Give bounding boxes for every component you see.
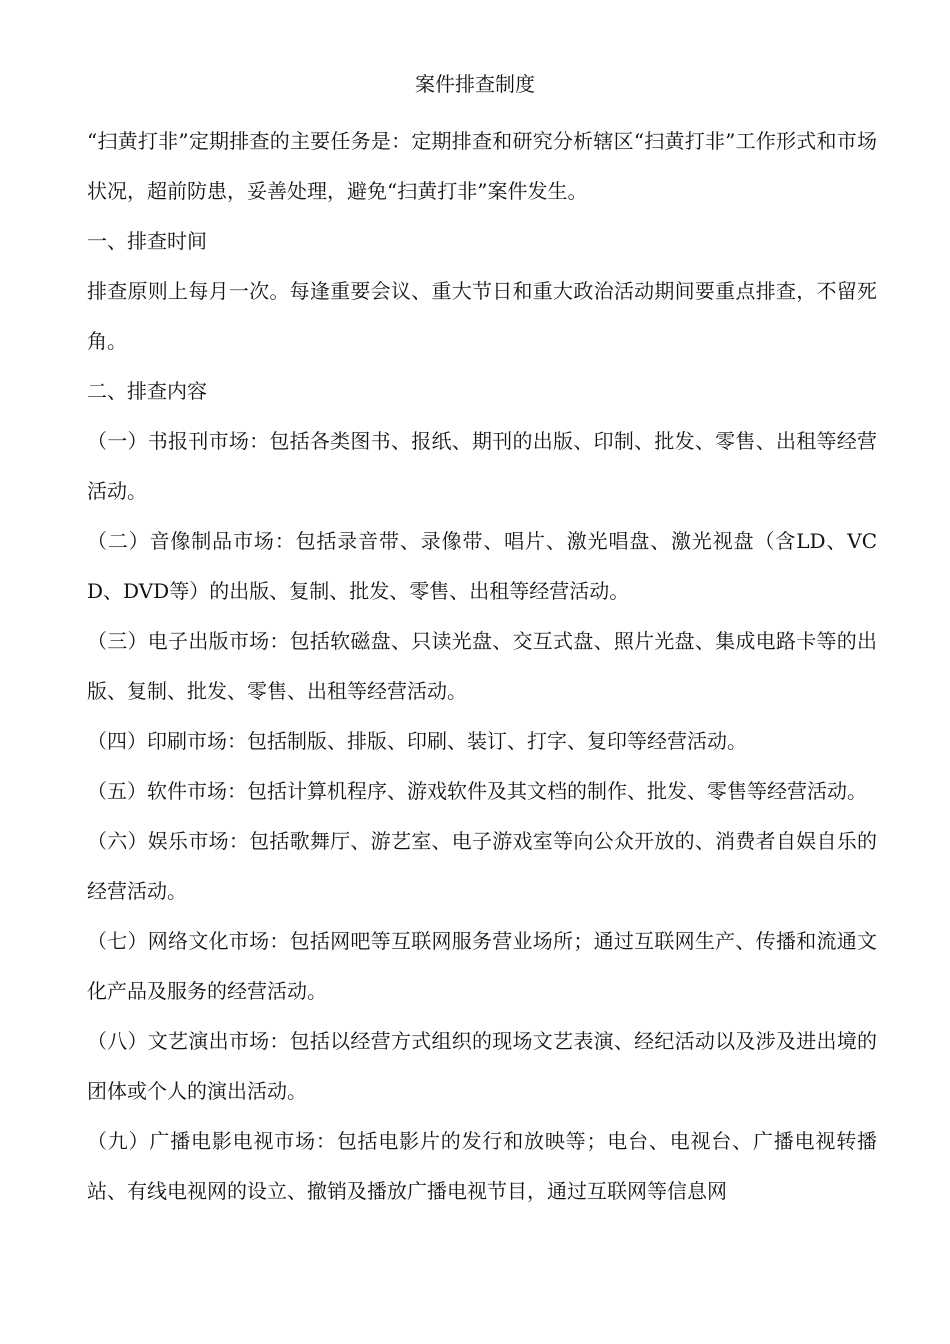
content-item-7: （七）网络文化市场：包括网吧等互联网服务营业场所；通过互联网生产、传播和流通文化产品及服务的经营活动。 [87, 929, 877, 1003]
section-heading-time: 一、排查时间 [87, 229, 207, 253]
content-item-2: （二）音像制品市场：包括录音带、录像带、唱片、激光唱盘、激光视盘（含LD、VCD、DVD等）的出版、复制、批发、零售、出租等经营活动。 [87, 529, 877, 603]
content-item-6: （六）娱乐市场：包括歌舞厅、游艺室、电子游戏室等向公众开放的、消费者自娱自乐的经营活动。 [87, 829, 877, 903]
content-item-3: （三）电子出版市场：包括软磁盘、只读光盘、交互式盘、照片光盘、集成电路卡等的出版、复制、批发、零售、出租等经营活动。 [87, 629, 877, 703]
content-item-9: （九）广播电影电视市场：包括电影片的发行和放映等；电台、电视台、广播电视转播站、有线电视网的设立、撤销及播放广播电视节目，通过互联网等信息网 [87, 1129, 877, 1203]
content-item-4: （四）印刷市场：包括制版、排版、印刷、装订、打字、复印等经营活动。 [87, 729, 747, 753]
content-item-8: （八）文艺演出市场：包括以经营方式组织的现场文艺表演、经纪活动以及涉及进出境的团体或个人的演出活动。 [87, 1029, 877, 1103]
time-paragraph: 排查原则上每月一次。每逢重要会议、重大节日和重大政治活动期间要重点排查，不留死角。 [87, 279, 877, 353]
content-item-5: （五）软件市场：包括计算机程序、游戏软件及其文档的制作、批发、零售等经营活动。 [87, 779, 867, 803]
content-item-1: （一）书报刊市场：包括各类图书、报纸、期刊的出版、印制、批发、零售、出租等经营活动。 [87, 429, 877, 503]
intro-paragraph: “扫黄打非”定期排查的主要任务是：定期排查和研究分析辖区“扫黄打非”工作形式和市场状况，超前防患，妥善处理，避免“扫黄打非”案件发生。 [87, 129, 877, 203]
document-title: 案件排查制度 [415, 72, 535, 96]
section-heading-content: 二、排查内容 [87, 379, 207, 403]
document-body [87, 116, 877, 1216]
